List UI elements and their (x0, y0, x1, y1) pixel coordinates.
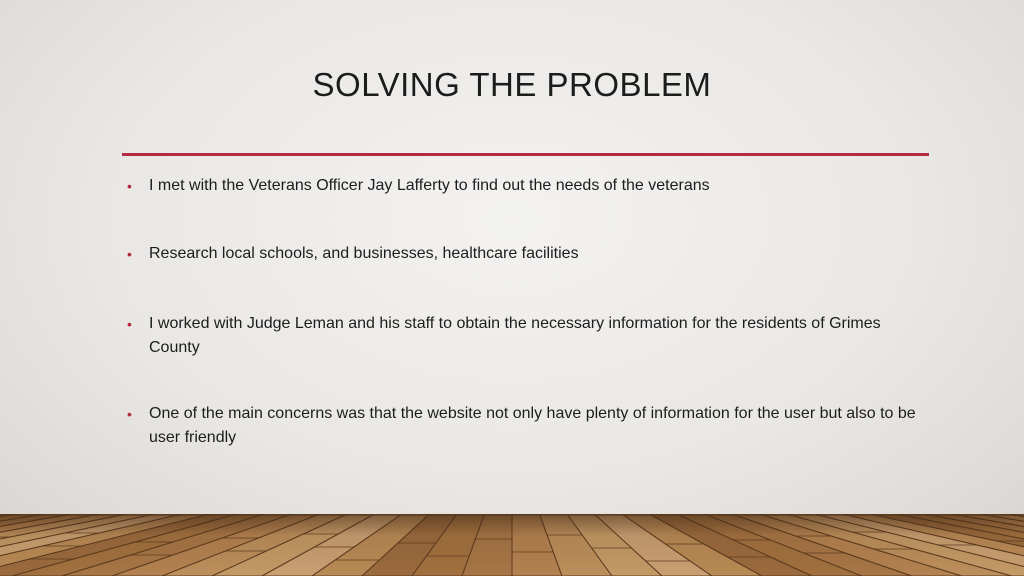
bullet-text: I worked with Judge Leman and his staff to obtain the necessary information for the residents of Grimes County (149, 315, 881, 356)
bullet-text: One of the main concerns was that the website not only have plenty of information for the user but also to be user friendly (149, 405, 916, 446)
bullet-dot-icon: • (127, 406, 132, 422)
bullet-dot-icon: • (127, 246, 132, 262)
bullet-item (124, 242, 579, 266)
wood-floor-decoration (0, 514, 1024, 576)
bullet-dot-icon: • (127, 316, 132, 332)
bullet-item (124, 402, 924, 450)
title-divider (122, 153, 929, 156)
bullet-text: Research local schools, and businesses, healthcare facilities (149, 245, 579, 262)
bullet-item (124, 312, 924, 360)
wood-floor-graphic (0, 514, 1024, 576)
bullet-text: I met with the Veterans Officer Jay Lafferty to find out the needs of the veterans (149, 177, 710, 194)
slide-title: SOLVING THE PROBLEM (312, 66, 712, 103)
bullet-item (124, 174, 710, 198)
bullet-dot-icon: • (127, 178, 132, 194)
